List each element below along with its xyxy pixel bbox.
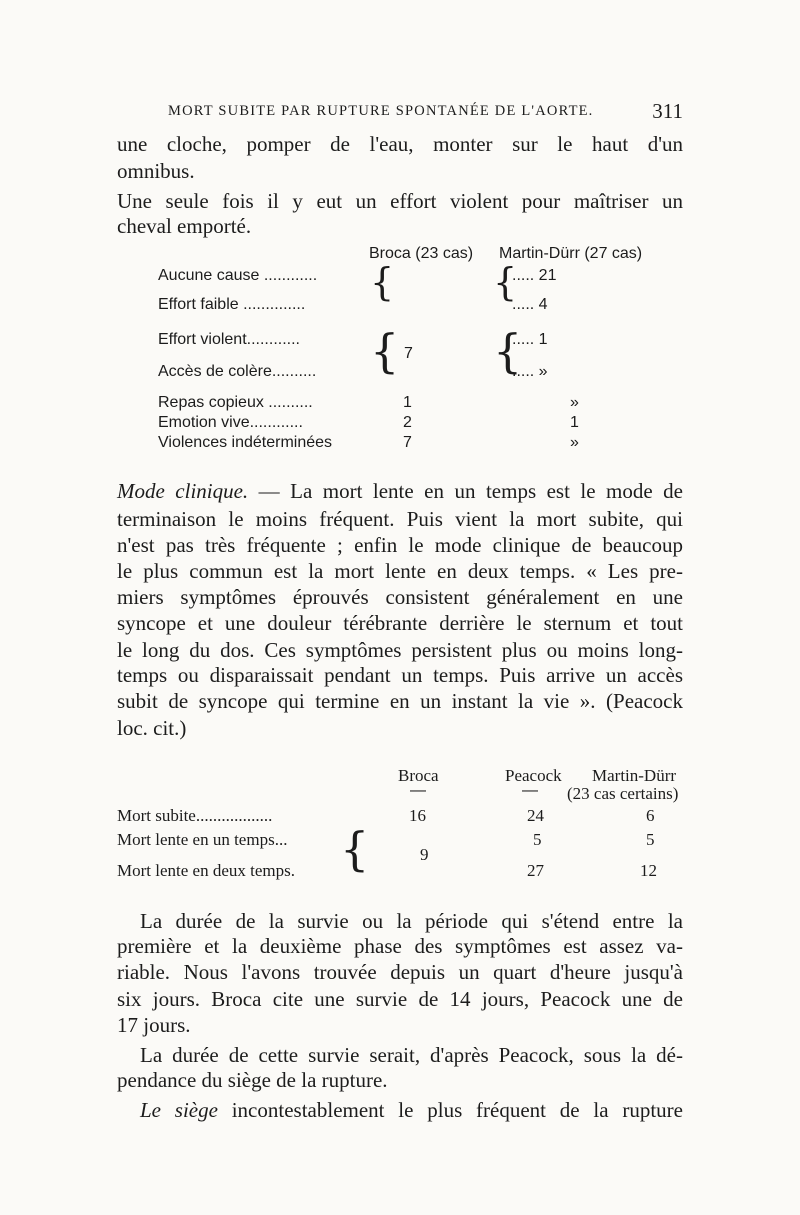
row-label: Violences indéterminées bbox=[158, 434, 333, 451]
text-line: loc. cit.) bbox=[117, 716, 187, 740]
cell-broca: 2 bbox=[403, 414, 412, 431]
cell-martin: 12 bbox=[640, 861, 657, 880]
text-line: syncope et une douleur térébrante derrière le sternum et tout bbox=[117, 611, 683, 635]
brace-icon: { bbox=[493, 260, 518, 304]
cell-martin: » bbox=[570, 394, 579, 411]
text-line: La durée de la survie ou la période qui s'étend entre la bbox=[140, 909, 683, 933]
running-title: MORT SUBITE PAR RUPTURE SPONTANÉE DE L'AORTE. bbox=[168, 103, 594, 119]
cell-martin: » bbox=[570, 434, 579, 451]
col-header-broca: Broca bbox=[398, 766, 439, 785]
text-line: Le siège incontestablement le plus fréquent de la rupture bbox=[140, 1098, 683, 1122]
cell-peacock: 5 bbox=[533, 830, 542, 849]
text-line: le plus commun est la mort lente en deux temps. « Les pre- bbox=[117, 559, 683, 583]
text-line: temps ou disparaissait pendant un temps. Puis arrive un accès bbox=[117, 663, 683, 687]
row-label: Aucune cause ............ bbox=[158, 267, 318, 284]
cell-broca: 16 bbox=[409, 806, 426, 825]
brace-icon: { bbox=[493, 324, 523, 378]
brace-icon: { bbox=[370, 260, 395, 304]
text-line: Mode clinique. — La mort lente en un temps est le mode de bbox=[117, 479, 683, 503]
col-header-martin: Martin-Dürr (27 cas) bbox=[499, 245, 643, 262]
text-line: cheval emporté. bbox=[117, 214, 252, 238]
col-dash: — bbox=[522, 782, 538, 799]
text-line: subit de syncope qui termine en un instant la vie ». (Peacock bbox=[117, 689, 683, 713]
cell-peacock: 27 bbox=[527, 861, 544, 880]
brace-icon: { bbox=[340, 822, 370, 876]
text-line: une cloche, pomper de l'eau, monter sur le haut d'un bbox=[117, 132, 683, 156]
cell-broca: 7 bbox=[403, 434, 412, 451]
section-heading: Mode clinique. bbox=[117, 479, 249, 503]
col-subheader-martin: (23 cas certains) bbox=[567, 784, 679, 803]
col-header-broca: Broca (23 cas) bbox=[369, 245, 474, 262]
text-line: La durée de cette survie serait, d'après Peacock, sous la dé- bbox=[140, 1043, 683, 1067]
cell-martin: ..... 21 bbox=[512, 267, 557, 284]
row-label: Repas copieux .......... bbox=[158, 394, 313, 411]
col-dash: — bbox=[410, 782, 426, 799]
row-label: Effort violent............ bbox=[158, 331, 300, 348]
row-label: Emotion vive............ bbox=[158, 414, 303, 431]
cell-peacock: 24 bbox=[527, 806, 544, 825]
row-label: Mort lente en un temps... bbox=[117, 830, 288, 849]
text-line: miers symptômes éprouvés consistent généralement en une bbox=[117, 585, 683, 609]
text-line: 17 jours. bbox=[117, 1013, 191, 1037]
cell-martin: ..... 1 bbox=[512, 331, 548, 348]
cell-broca-grouped: 7 bbox=[404, 345, 413, 362]
row-label: Effort faible .............. bbox=[158, 296, 306, 313]
text-line: Une seule fois il y eut un effort violent pour maîtriser un bbox=[117, 189, 683, 213]
cell-martin: 5 bbox=[646, 830, 655, 849]
cell-martin: ..... 4 bbox=[512, 296, 548, 313]
col-header-peacock: Peacock bbox=[505, 766, 562, 785]
brace-icon: { bbox=[370, 324, 400, 378]
cell-broca: 1 bbox=[403, 394, 412, 411]
text-line: omnibus. bbox=[117, 159, 195, 183]
cell-martin: ..... » bbox=[512, 363, 548, 380]
text-line: première et la deuxième phase des symptômes est assez va- bbox=[117, 934, 683, 958]
row-label: Accès de colère.......... bbox=[158, 363, 317, 380]
text-line: pendance du siège de la rupture. bbox=[117, 1068, 388, 1092]
row-label: Mort lente en deux temps. bbox=[117, 861, 295, 880]
running-header bbox=[168, 99, 683, 125]
section-heading: Le siège bbox=[140, 1098, 218, 1122]
cell-broca-grouped: 9 bbox=[420, 845, 429, 864]
cell-martin: 1 bbox=[570, 414, 579, 431]
text-line: terminaison le moins fréquent. Puis vient la mort subite, qui bbox=[117, 507, 683, 531]
page-number: 311 bbox=[652, 99, 683, 123]
text-line: six jours. Broca cite une survie de 14 jours, Peacock une de bbox=[117, 987, 683, 1011]
row-label: Mort subite.................. bbox=[117, 806, 273, 825]
col-header-martin: Martin-Dürr bbox=[592, 766, 677, 785]
text-line: le long du dos. Ces symptômes persistent plus ou moins long- bbox=[117, 638, 683, 662]
text-line: riable. Nous l'avons trouvée depuis un quart d'heure jusqu'à bbox=[117, 960, 683, 984]
cell-martin: 6 bbox=[646, 806, 655, 825]
text-line: n'est pas très fréquente ; enfin le mode clinique de beaucoup bbox=[117, 533, 683, 557]
